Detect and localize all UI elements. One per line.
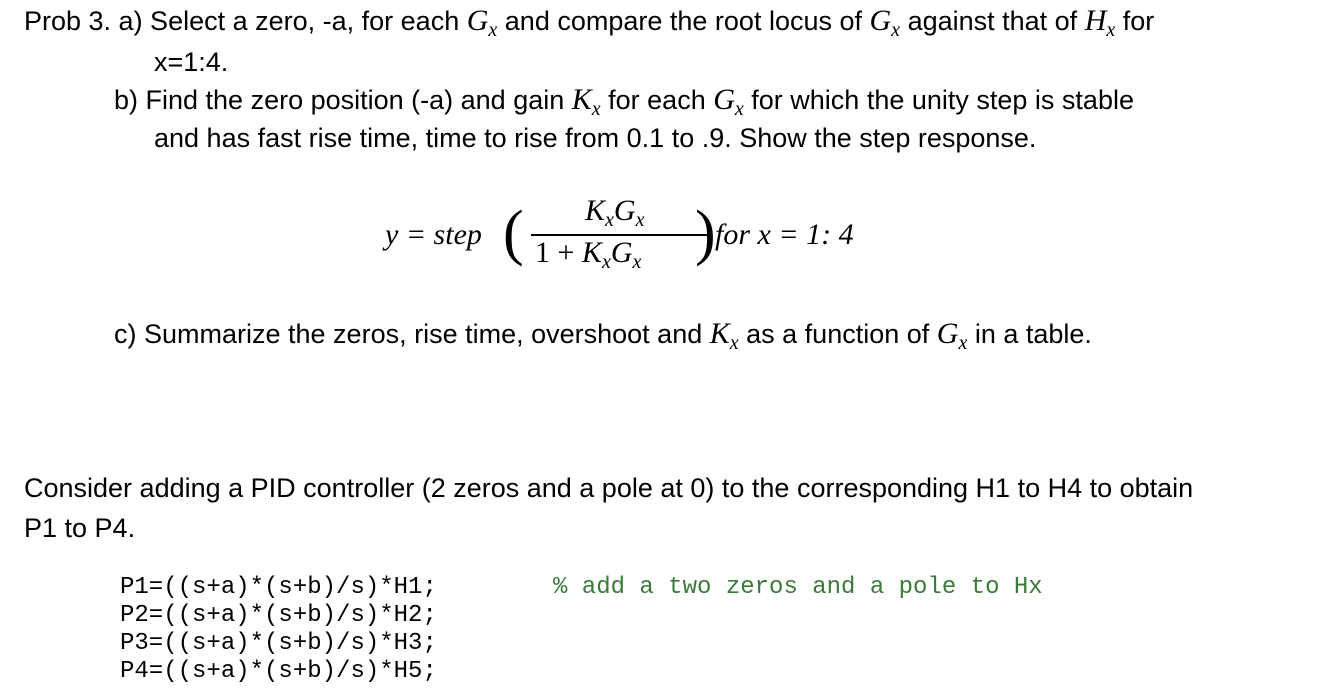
code-line: P4=((s+a)*(s+b)/s)*H5; <box>120 658 437 685</box>
part-c-text-2: as a function of <box>738 319 937 349</box>
code-line: P3=((s+a)*(s+b)/s)*H3; <box>120 630 437 657</box>
pid-paragraph-line-2: P1 to P4. <box>24 513 136 543</box>
part-c-text-3: in a table. <box>967 319 1092 349</box>
equation-rhs: for x = 1: 4 <box>715 218 854 251</box>
part-c-text-1: c) Summarize the zeros, rise time, overshoot and <box>114 319 710 349</box>
symbol-kx: $K_x$ <box>709 317 739 354</box>
symbol-gx: $G_x$ <box>466 4 498 41</box>
equation-denominator: $1 + K_xG_x$ <box>535 236 642 273</box>
part-a-text-4: for <box>1115 6 1155 36</box>
symbol-gx: $G_x$ <box>936 317 968 354</box>
code-comment: % add a two zeros and a pole to Hx <box>553 574 1043 601</box>
symbol-kx: $K_x$ <box>571 83 601 120</box>
code-line: P2=((s+a)*(s+b)/s)*H2; <box>120 602 437 629</box>
part-b-text-3: for which the unity step is stable <box>743 85 1134 115</box>
part-a-text-3: against that of <box>900 6 1085 36</box>
equation-numerator: $K_xG_x$ <box>585 194 645 231</box>
part-a-text-2: and compare the root locus of <box>497 6 870 36</box>
equation-lhs: y = step <box>385 218 482 251</box>
part-b-continuation: and has fast rise time, time to rise from 0.1 to .9. Show the step response. <box>154 123 1037 153</box>
symbol-gx: $G_x$ <box>869 4 901 41</box>
part-a-text-1: Prob 3. a) Select a zero, -a, for each <box>24 6 467 36</box>
part-b-text-1: b) Find the zero position (-a) and gain <box>114 85 572 115</box>
symbol-gx: $G_x$ <box>713 83 744 120</box>
code-block <box>120 574 437 686</box>
code-line: P1=((s+a)*(s+b)/s)*H1; <box>120 574 437 601</box>
part-c-line <box>114 316 1092 361</box>
part-b-text-2: for each <box>600 85 714 115</box>
part-a-line <box>24 3 1154 48</box>
right-paren: ) <box>695 199 716 267</box>
pid-paragraph-line-1: Consider adding a PID controller (2 zeros and a pole at 0) to the corresponding H1 to H4 to obtain <box>24 473 1194 503</box>
symbol-hx: $H_x$ <box>1084 4 1116 41</box>
part-a-continuation: x=1:4. <box>154 47 229 77</box>
left-paren: ( <box>503 199 524 267</box>
